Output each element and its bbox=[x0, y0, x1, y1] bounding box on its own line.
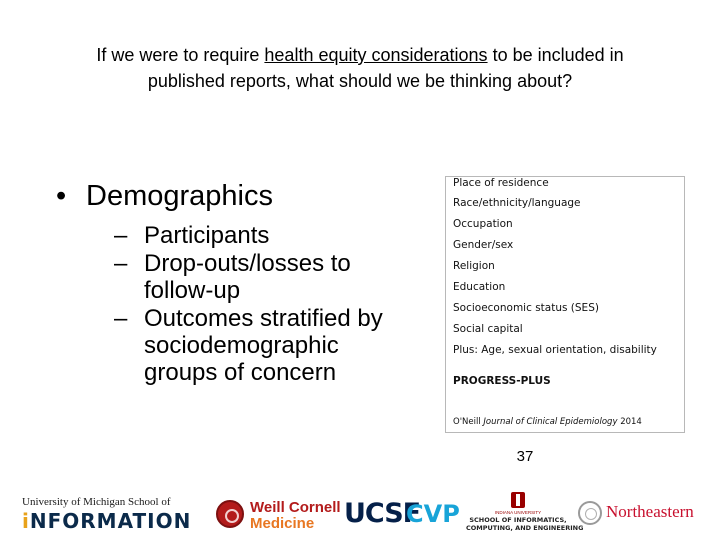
sub-bullet-text: Outcomes stratified by sociodemographic groups of concern bbox=[144, 305, 383, 386]
sub-bullet-participants bbox=[114, 222, 416, 249]
box-citation bbox=[453, 417, 642, 427]
box-item: Occupation bbox=[453, 218, 513, 230]
title-part1: If we were to require bbox=[96, 45, 265, 65]
box-item: Place of residence bbox=[453, 177, 549, 189]
box-item: Religion bbox=[453, 260, 495, 272]
dash-marker: – bbox=[114, 305, 128, 332]
title-line2: published reports, what should we be thinking about? bbox=[147, 71, 573, 91]
progress-plus-box bbox=[445, 176, 685, 433]
cvp-logo: CVP bbox=[406, 500, 460, 528]
bullet-label: Demographics bbox=[86, 180, 273, 212]
sub-bullet-dropouts bbox=[114, 250, 416, 304]
title-underlined: health equity considerations bbox=[264, 45, 488, 65]
box-item: Race/ethnicity/language bbox=[453, 197, 581, 209]
sub-bullet-text: Drop-outs/losses to follow-up bbox=[144, 250, 351, 304]
iu-small-text: INDIANA UNIVERSITY bbox=[494, 510, 542, 515]
citation-year: 2014 bbox=[617, 417, 642, 427]
dash-marker: – bbox=[114, 250, 128, 277]
sub-bullet-outcomes bbox=[114, 305, 416, 386]
citation-journal: Journal of Clinical Epidemiology bbox=[483, 417, 618, 427]
bullet-marker: • bbox=[56, 180, 67, 212]
iu-line1: SCHOOL OF INFORMATICS, bbox=[469, 516, 567, 524]
umich-logo-word bbox=[22, 509, 197, 533]
title-part2: to be included in bbox=[487, 45, 624, 65]
logo-strip bbox=[0, 490, 720, 540]
umich-logo-i: i bbox=[22, 509, 30, 533]
page-number: 37 bbox=[516, 448, 534, 465]
northeastern-seal-icon bbox=[578, 501, 602, 525]
northeastern-logo bbox=[578, 500, 718, 530]
iu-informatics-logo bbox=[466, 492, 584, 538]
slide-title bbox=[30, 42, 690, 94]
umich-logo-rest: NFORMATION bbox=[29, 509, 192, 533]
iu-line2: COMPUTING, AND ENGINEERING bbox=[466, 524, 584, 532]
weill-cornell-line2: Medicine bbox=[250, 515, 315, 532]
citation-author: O'Neill bbox=[453, 417, 484, 427]
box-heading: PROGRESS-PLUS bbox=[453, 375, 551, 387]
box-item: Plus: Age, sexual orientation, disability bbox=[453, 344, 657, 356]
ucsf-logo: UCSF bbox=[344, 498, 421, 529]
iu-trident-icon bbox=[511, 492, 525, 508]
box-item: Social capital bbox=[453, 323, 523, 335]
northeastern-name: Northeastern bbox=[606, 502, 694, 521]
umich-information-logo bbox=[22, 496, 197, 533]
box-item: Socioeconomic status (SES) bbox=[453, 302, 599, 314]
weill-cornell-seal-icon bbox=[216, 500, 244, 528]
sub-bullet-list bbox=[114, 222, 416, 386]
bullet-list bbox=[56, 178, 416, 387]
umich-logo-top: University of Michigan School of bbox=[22, 496, 171, 508]
box-item: Education bbox=[453, 281, 506, 293]
dash-marker: – bbox=[114, 222, 128, 249]
bullet-demographics bbox=[56, 178, 416, 214]
sub-bullet-text: Participants bbox=[144, 222, 270, 249]
weill-cornell-line1: Weill Cornell bbox=[250, 499, 341, 516]
box-item: Gender/sex bbox=[453, 239, 514, 251]
weill-cornell-logo bbox=[216, 498, 341, 534]
